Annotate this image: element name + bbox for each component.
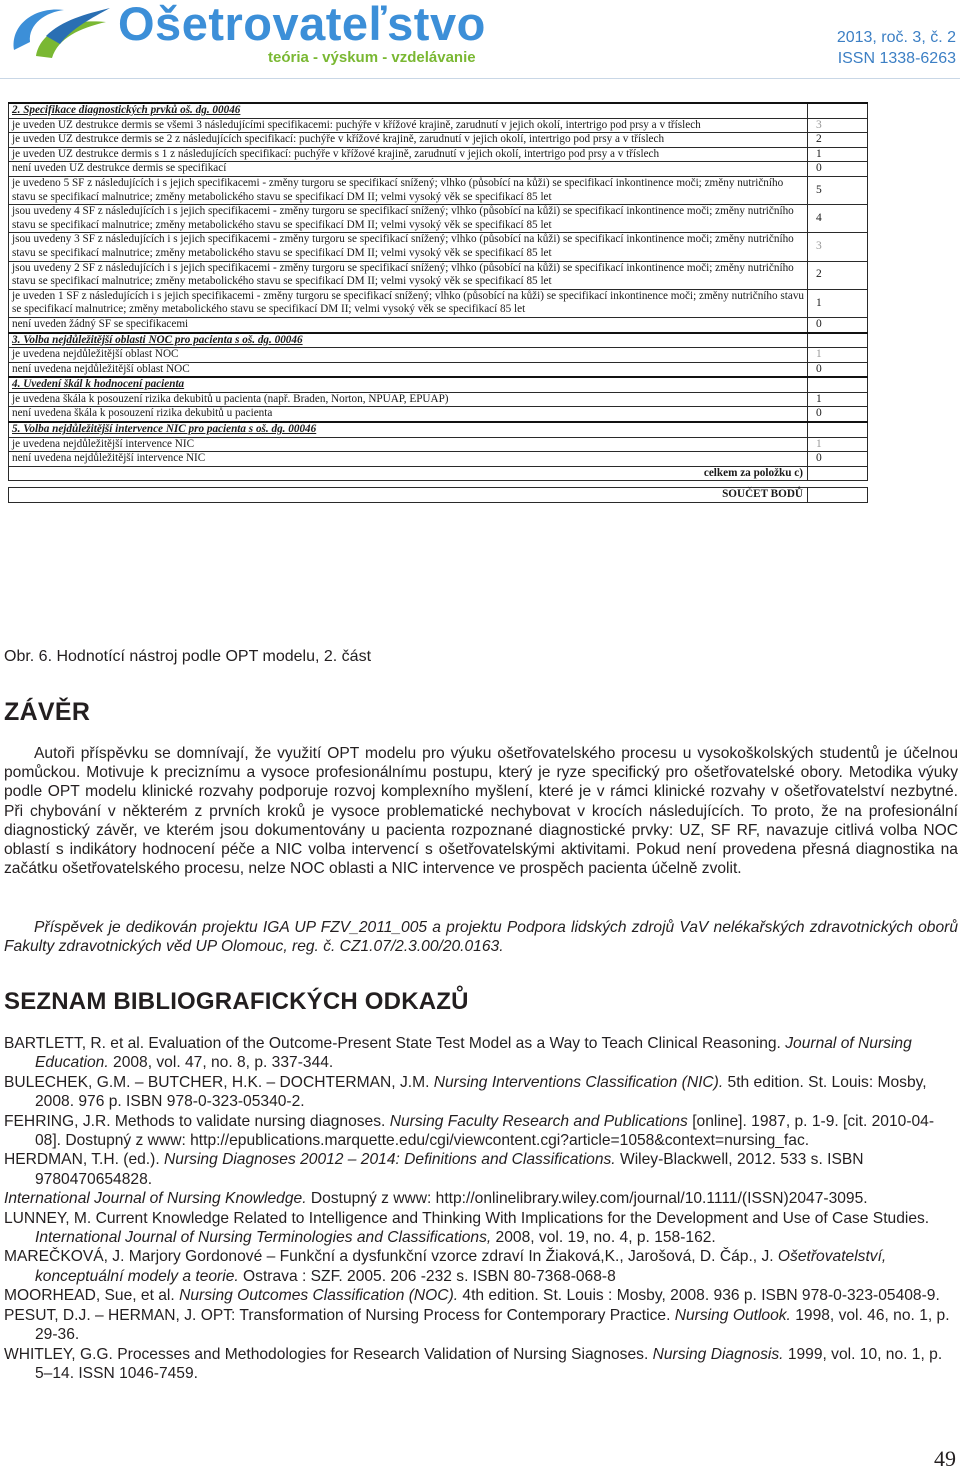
reference-source-title: Nursing Interventions Classification (NIC). bbox=[433, 1073, 724, 1091]
total-label: SOUČET BODŮ bbox=[9, 488, 808, 503]
reference-source-title: Nursing Diagnoses 20012 – 2014: Definitions and Classifications. bbox=[164, 1151, 616, 1169]
issue-info bbox=[837, 27, 956, 69]
reference-details: Wiley-Blackwell, 2012. 533 s. ISBN 9780470654828. bbox=[35, 1151, 864, 1188]
criterion-text: je uvedeno 5 SF z následujících i s jejich specifikacemi - změny turgoru se specifikací snížený; vlhko (působící na kůži) se specifikací inkontinence moči; změny nutričního stavu se specifikací malnutrice; změny metabolického stavu se specifikací DM II; velmi vysoký věk se specifikací 85 let bbox=[9, 176, 808, 204]
table-row bbox=[9, 176, 868, 204]
reference-details: 5th edition. St. Louis: Mosby, 2008. 976 p. ISBN 978-0-323-05340-2. bbox=[35, 1073, 927, 1111]
reference-source-title: Journal of Nursing Education. bbox=[35, 1035, 912, 1072]
score-cell bbox=[808, 103, 868, 118]
score-cell: 0 bbox=[808, 162, 868, 177]
swirl-logo-icon bbox=[6, 2, 114, 62]
table-row bbox=[9, 392, 868, 407]
criterion-text: jsou uvedeny 2 SF z následujících i s jejich specifikacemi - změny turgoru se specifikací snížený; vlhko (působící na kůži) se specifikací inkontinence moči; změny nutričního stavu se specifikací malnutrice; změny metabolického stavu se specifikací DM II; velmi vysoký věk se specifikací 85 let bbox=[9, 261, 808, 289]
score-cell bbox=[808, 377, 868, 392]
subtotal-value bbox=[808, 466, 868, 481]
table-row bbox=[9, 118, 868, 133]
criterion-text: není uvedena škála k posouzení rizika dekubitů u pacienta bbox=[9, 407, 808, 422]
score-cell: 0 bbox=[808, 407, 868, 422]
reference-text: LUNNEY, M. Current Knowledge Related to Intelligence and Thinking With Implications for the Development and Use of Case Studies. bbox=[4, 1209, 930, 1227]
conclusion-body bbox=[4, 744, 958, 878]
score-cell: 1 bbox=[808, 289, 868, 317]
table-row bbox=[9, 162, 868, 177]
reference-details: 1998, vol. 46, no. 1, p. 29-36. bbox=[35, 1306, 950, 1344]
score-cell: 1 bbox=[808, 348, 868, 363]
table-row bbox=[9, 452, 868, 467]
table-row bbox=[9, 147, 868, 162]
subtotal-label: celkem za položku c) bbox=[9, 466, 808, 481]
reference-source-title: Nursing Diagnosis. bbox=[652, 1345, 784, 1363]
reference-text: PESUT, D.J. – HERMAN, J. OPT: Transformation of Nursing Process for Contemporary Practice. bbox=[4, 1306, 675, 1324]
score-cell bbox=[808, 333, 868, 348]
bibliography-heading: SEZNAM BIBLIOGRAFICKÝCH ODKAZŮ bbox=[4, 988, 469, 1015]
criterion-text: je uvedena škála k posouzení rizika dekubitů u pacienta (např. Braden, Norton, NPUAP, EPUAP) bbox=[9, 392, 808, 407]
table-section-row bbox=[9, 103, 868, 118]
reference-source-title: Nursing Faculty Research and Publications bbox=[389, 1112, 688, 1130]
reference-details: 2008, vol. 47, no. 8, p. 337-344. bbox=[108, 1054, 334, 1072]
reference-text: MOORHEAD, Sue, et al. bbox=[4, 1287, 180, 1305]
reference-item bbox=[4, 1034, 958, 1073]
criterion-text: je uveden UZ destrukce dermis s 1 z následujících specifikací: puchýře v křížové krajině, zarudnutí v jejich okolí, intertrigo pod prsy a v tříslech bbox=[9, 147, 808, 162]
table-row bbox=[9, 348, 868, 363]
reference-details: 2008, vol. 19, no. 4, p. 158-162. bbox=[491, 1229, 716, 1247]
score-cell: 4 bbox=[808, 205, 868, 233]
table-row bbox=[9, 362, 868, 377]
criterion-text: není uvedena nejdůležitější oblast NOC bbox=[9, 362, 808, 377]
reference-text: BARTLETT, R. et al. Evaluation of the Outcome-Present State Test Model as a Way to Teach Clinical Reasoning. bbox=[4, 1035, 786, 1052]
reference-list bbox=[4, 1034, 958, 1383]
table-row bbox=[9, 133, 868, 148]
table-section-row bbox=[9, 333, 868, 348]
reference-item bbox=[4, 1112, 958, 1151]
reference-source-title: Nursing Outcomes Classification (NOC). bbox=[179, 1287, 459, 1305]
reference-details: 4th edition. St. Louis : Mosby, 2008. 936 p. ISBN 978-0-323-05408-9. bbox=[458, 1287, 940, 1305]
reference-text: HERDMAN, T.H. (ed.). bbox=[4, 1151, 165, 1169]
score-cell: 0 bbox=[808, 317, 868, 332]
figure-caption: Obr. 6. Hodnotící nástroj podle OPT modelu, 2. část bbox=[4, 648, 372, 665]
reference-item bbox=[4, 1345, 958, 1384]
score-cell: 3 bbox=[808, 233, 868, 261]
reference-details: 1999, vol. 10, no. 1, p. 5–14. ISSN 1046-7459. bbox=[35, 1345, 943, 1382]
table-section-row bbox=[9, 377, 868, 392]
reference-details: Ostrava : SZF. 2005. 206 -232 s. ISBN 80-7368-068-8 bbox=[238, 1267, 616, 1285]
reference-item bbox=[4, 1209, 958, 1248]
score-cell bbox=[808, 422, 868, 437]
total-row bbox=[9, 488, 868, 503]
section-title: 2. Specifikace diagnostických prvků oš. dg. 00046 bbox=[9, 103, 808, 118]
reference-source-title: International Journal of Nursing Terminologies and Classifications, bbox=[35, 1229, 492, 1247]
score-cell: 1 bbox=[808, 392, 868, 407]
table-row bbox=[9, 205, 868, 233]
criterion-text: jsou uvedeny 3 SF z následujících i s jejich specifikacemi - změny turgoru se specifikací snížený; vlhko (působící na kůži) se specifikací inkontinence moči; změny nutričního stavu se specifikací malnutrice; změny metabolického stavu se specifikací DM II; velmi vysoký věk se specifikací 85 let bbox=[9, 233, 808, 261]
issue-line: 2013, roč. 3, č. 2 bbox=[836, 29, 956, 46]
section-title: 3. Volba nejdůležitější oblasti NOC pro pacienta s oš. dg. 00046 bbox=[9, 333, 808, 348]
table-spacer bbox=[9, 481, 868, 488]
criterion-text: je uveden UZ destrukce dermis se všemi 3 následujícími specifikacemi: puchýře v křížové krajině, zarudnutí v jejich okolí, intertrigo pod prsy a v tříslech bbox=[9, 118, 808, 133]
reference-text: MAREČKOVÁ, J. Marjory Gordonové – Funkční a dysfunkční vzorce zdraví In Žiaková,K., Jarošová, D. Čáp., J. bbox=[4, 1248, 778, 1266]
score-cell: 0 bbox=[808, 362, 868, 377]
reference-source-title: Nursing Outlook. bbox=[674, 1306, 791, 1324]
issn-line: ISSN 1338-6263 bbox=[837, 50, 956, 67]
reference-item bbox=[4, 1073, 958, 1112]
table-row bbox=[9, 289, 868, 317]
table-row bbox=[9, 317, 868, 332]
journal-tagline: teória - výskum - vzdelávanie bbox=[268, 49, 476, 66]
reference-text: FEHRING, J.R. Methods to validate nursing diagnoses. bbox=[4, 1112, 390, 1130]
assessment-table bbox=[8, 102, 868, 503]
reference-item bbox=[4, 1306, 958, 1345]
page-number: 49 bbox=[934, 1446, 956, 1471]
table-row bbox=[9, 437, 868, 452]
reference-item bbox=[4, 1189, 958, 1208]
assessment-table-scan bbox=[8, 102, 862, 503]
journal-header bbox=[0, 0, 960, 79]
section-title: 5. Volba nejdůležitější intervence NIC pro pacienta s oš. dg. 00046 bbox=[9, 422, 808, 437]
table-section-row bbox=[9, 422, 868, 437]
section-title: 4. Uvedení škál k hodnocení pacienta bbox=[9, 377, 808, 392]
criterion-text: není uvedena nejdůležitější intervence NIC bbox=[9, 452, 808, 467]
score-cell: 5 bbox=[808, 176, 868, 204]
conclusion-paragraph: Autoři příspěvku se domnívají, že využití OPT modelu pro výuku ošetřovatelského procesu u vysokoškolských studentů je účelnou pomůckou. Motivuje k preciznímu a vysoce profesionálnímu postupu, který je ryze specifický pro ošetřovatelské obory. Metodika výuky podle OPT modelu klinické rozvahy podporuje rozvoj komplexního myšlení, které je v rámci klinické rozvahy v ošetřovatelství nezbytné. Při chybování v některém z prvních kroků je vysoce problematické nechybovat v krocích následujících. To proto, že na profesionální diagnostický závěr, ve kterém jsou dokumentovány u pacienta rozpoznané diagnostické prvky: UZ, SF RF, navazuje citlivá volba NOC oblastí s indikátory hodnocení péče a NIC volba intervencí s ošetřovatelskými aktivitami. Pokud není provedena přesná diagnostika na začátku ošetřovatelského procesu, nelze NOC oblasti a NIC intervence ve prospěch pacienta účelně zvolit. bbox=[4, 745, 958, 878]
table-row bbox=[9, 233, 868, 261]
score-cell: 1 bbox=[808, 147, 868, 162]
reference-item bbox=[4, 1286, 958, 1305]
table-row bbox=[9, 261, 868, 289]
conclusion-heading: ZÁVĚR bbox=[4, 698, 91, 726]
reference-text: WHITLEY, G.G. Processes and Methodologies for Research Validation of Nursing Siagnoses. bbox=[4, 1345, 653, 1363]
score-cell: 3 bbox=[808, 118, 868, 133]
score-cell: 1 bbox=[808, 437, 868, 452]
reference-details: [online]. 1987, p. 1-9. [cit. 2010-04-08]. Dostupný z www: http://epublications.marquette.edu/cgi/viewcontent.cgi?article=1058&context=nursing_fac. bbox=[35, 1112, 935, 1150]
score-cell: 0 bbox=[808, 452, 868, 467]
criterion-text: je uvedena nejdůležitější oblast NOC bbox=[9, 348, 808, 363]
score-cell: 2 bbox=[808, 133, 868, 148]
total-value bbox=[808, 488, 868, 503]
criterion-text: není uveden UZ destrukce dermis se specifikací bbox=[9, 162, 808, 177]
reference-details: Dostupný z www: http://onlinelibrary.wiley.com/journal/10.1111/(ISSN)2047-3095. bbox=[306, 1190, 868, 1208]
subtotal-row bbox=[9, 466, 868, 481]
score-cell: 2 bbox=[808, 261, 868, 289]
criterion-text: není uveden žádný SF se specifikacemi bbox=[9, 317, 808, 332]
criterion-text: je uveden UZ destrukce dermis se 2 z následujících specifikací: puchýře v křížové krajině, zarudnutí v jejich okolí, intertrigo pod prsy a v tříslech bbox=[9, 133, 808, 148]
journal-brand: Ošetrovateľstvo bbox=[118, 0, 486, 50]
criterion-text: je uvedena nejdůležitější intervence NIC bbox=[9, 437, 808, 452]
criterion-text: jsou uvedeny 4 SF z následujících i s jejich specifikacemi - změny turgoru se specifikací snížený; vlhko (působící na kůži) se specifikací inkontinence moči; změny nutričního stavu se specifikací malnutrice; změny metabolického stavu se specifikací DM II; velmi vysoký věk se specifikací 85 let bbox=[9, 205, 808, 233]
reference-item bbox=[4, 1247, 958, 1286]
reference-source-title: International Journal of Nursing Knowledge. bbox=[4, 1190, 307, 1208]
spacer-cell bbox=[9, 481, 868, 488]
reference-text: BULECHEK, G.M. – BUTCHER, H.K. – DOCHTERMAN, J.M. bbox=[4, 1073, 434, 1091]
reference-item bbox=[4, 1150, 958, 1189]
dedication-note: Příspěvek je dedikován projektu IGA UP FZV_2011_005 a projektu Podpora lidských zdrojů VaV nelékařských zdravotnických oborů Fakulty zdravotnických věd UP Olomouc, reg. č. CZ1.07/2.3.00/20.0163. bbox=[4, 919, 958, 956]
criterion-text: je uveden 1 SF z následujících i s jejich specifikacemi - změny turgoru se specifikací snížený; vlhko (působící na kůži) se specifikací inkontinence moči; změny nutričního stavu se specifikací malnutrice; změny metabolického stavu se specifikací DM II; velmi vysoký věk se specifikací 85 let bbox=[9, 289, 808, 317]
reference-source-title: Ošetřovatelství, konceptuální modely a teorie. bbox=[35, 1248, 887, 1285]
table-row bbox=[9, 407, 868, 422]
